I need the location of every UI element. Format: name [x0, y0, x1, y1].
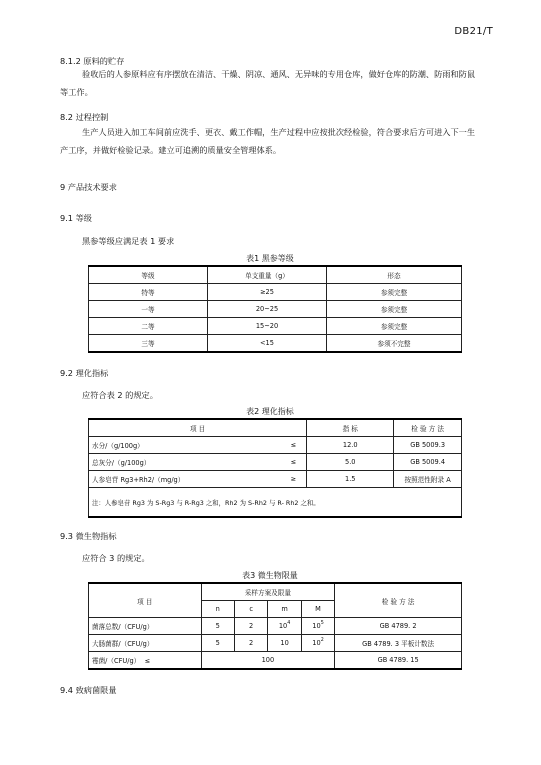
- table-cell: 5: [201, 635, 234, 652]
- section-9-3-paragraph: 应符合 3 的规定。: [82, 553, 150, 563]
- table-cell: 2: [234, 635, 267, 652]
- table-cell: <15: [208, 335, 327, 353]
- section-8-1-2-paragraph: 验收后的人参原料应有序摆放在清洁、干燥、阴凉、通风、无异味的专用仓库，做好仓库的防潮、防雨和防鼠等工作。: [60, 69, 476, 97]
- grade-table: [88, 265, 462, 353]
- table-cell: 霉菌/（CFU/g） ≤: [89, 652, 202, 670]
- section-9-3-heading: 9.3 微生物指标: [60, 531, 117, 541]
- table-cell: ≥25: [208, 284, 327, 301]
- section-9-2-heading: 9.2 理化指标: [60, 368, 109, 378]
- table-row: [89, 318, 462, 335]
- table-3-caption: 表3 微生物限量: [242, 571, 298, 580]
- table-1-caption: 表1 黑参等级: [246, 254, 294, 263]
- table-cell: 参须完整: [327, 318, 462, 335]
- table-subheader: n: [201, 601, 234, 618]
- table-row: [89, 652, 462, 670]
- table-subheader: m: [268, 601, 301, 618]
- table-2-caption: 表2 理化指标: [246, 407, 294, 416]
- section-9-4-heading: 9.4 致病菌限量: [60, 685, 117, 695]
- table-cell: 特等: [89, 284, 208, 301]
- table-cell: 12.0: [307, 437, 394, 454]
- table-cell: 1.5: [307, 471, 394, 488]
- table-header: 检 验 方 法: [335, 583, 462, 618]
- table-cell: 15~20: [208, 318, 327, 335]
- table-cell: 大肠菌群/（CFU/g）: [89, 635, 202, 652]
- table-row: [89, 471, 462, 488]
- table-row: [89, 618, 462, 635]
- table-cell: 5.0: [307, 454, 394, 471]
- table-cell: 5: [201, 618, 234, 635]
- table-cell: ≤: [280, 454, 307, 471]
- table-row: [89, 335, 462, 353]
- table-header: 采样方案及限量: [201, 583, 335, 601]
- table-row: [89, 301, 462, 318]
- table-cell: $10^4$: [268, 618, 301, 635]
- section-9-1-paragraph: 黑参等级应满足表 1 要求: [82, 236, 175, 246]
- table-cell: GB 4789. 2: [335, 618, 462, 635]
- table-cell: 2: [234, 618, 267, 635]
- table-cell: 参须完整: [327, 284, 462, 301]
- table-header: 单支重量（g）: [208, 266, 327, 284]
- table-cell: 按照范性附录 A: [394, 471, 462, 488]
- table-cell: ≥: [280, 471, 307, 488]
- table-cell: 菌落总数/（CFU/g）: [89, 618, 202, 635]
- section-8-1-2-heading: 8.1.2 原料的贮存: [60, 56, 125, 66]
- table-header: 等级: [89, 266, 208, 284]
- microbial-table: [88, 582, 462, 670]
- table-cell: GB 4789. 15: [335, 652, 462, 670]
- physicochemical-table: [88, 418, 462, 518]
- table-cell: ≤: [280, 437, 307, 454]
- table-header: 形态: [327, 266, 462, 284]
- table-cell: $10^5$: [301, 618, 334, 635]
- table-row: [89, 454, 462, 471]
- table-header: 项 目: [89, 419, 307, 437]
- table-cell: 总灰分/（g/100g）: [89, 454, 281, 471]
- table-subheader: M: [301, 601, 334, 618]
- table-header: 检 验 方 法: [394, 419, 462, 437]
- table-cell: GB 5009.4: [394, 454, 462, 471]
- section-8-2-paragraph: 生产人员进入加工车间前应洗手、更衣、戴工作帽，生产过程中应按批次经检验，符合要求后方可进入下一生产工序，并做好检验记录。建立可追溯的质量安全管理体系。: [60, 127, 476, 155]
- table-row: [89, 284, 462, 301]
- table-cell: $10^2$: [301, 635, 334, 652]
- section-9-2-paragraph: 应符合表 2 的规定。: [82, 390, 158, 400]
- document-code: DB21/T: [454, 26, 493, 37]
- section-8-2-heading: 8.2 过程控制: [60, 112, 109, 122]
- table-cell: 参须完整: [327, 301, 462, 318]
- table-subheader: c: [234, 601, 267, 618]
- section-9-1-heading: 9.1 等级: [60, 213, 92, 223]
- table-cell: 人参皂苷 Rg3+Rh2/（mg/g）: [89, 471, 281, 488]
- table-row: [89, 437, 462, 454]
- table-header: 指 标: [307, 419, 394, 437]
- table-cell: 100: [201, 652, 335, 670]
- table-header: 项 目: [89, 583, 202, 618]
- table-cell: 10: [268, 635, 301, 652]
- table-note: 注：人参皂苷 Rg3 为 S-Rg3 与 R-Rg3 之和，Rh2 为 S-Rh2 与 R- Rh2 之和。: [89, 488, 462, 518]
- table-cell: 水分/（g/100g）: [89, 437, 281, 454]
- table-cell: 三等: [89, 335, 208, 353]
- table-cell: GB 4789. 3 平板计数法: [335, 635, 462, 652]
- section-9-heading: 9 产品技术要求: [60, 182, 117, 192]
- table-cell: 二等: [89, 318, 208, 335]
- table-cell: 20~25: [208, 301, 327, 318]
- table-row: [89, 635, 462, 652]
- table-cell: 一等: [89, 301, 208, 318]
- table-cell: 参须不完整: [327, 335, 462, 353]
- table-cell: GB 5009.3: [394, 437, 462, 454]
